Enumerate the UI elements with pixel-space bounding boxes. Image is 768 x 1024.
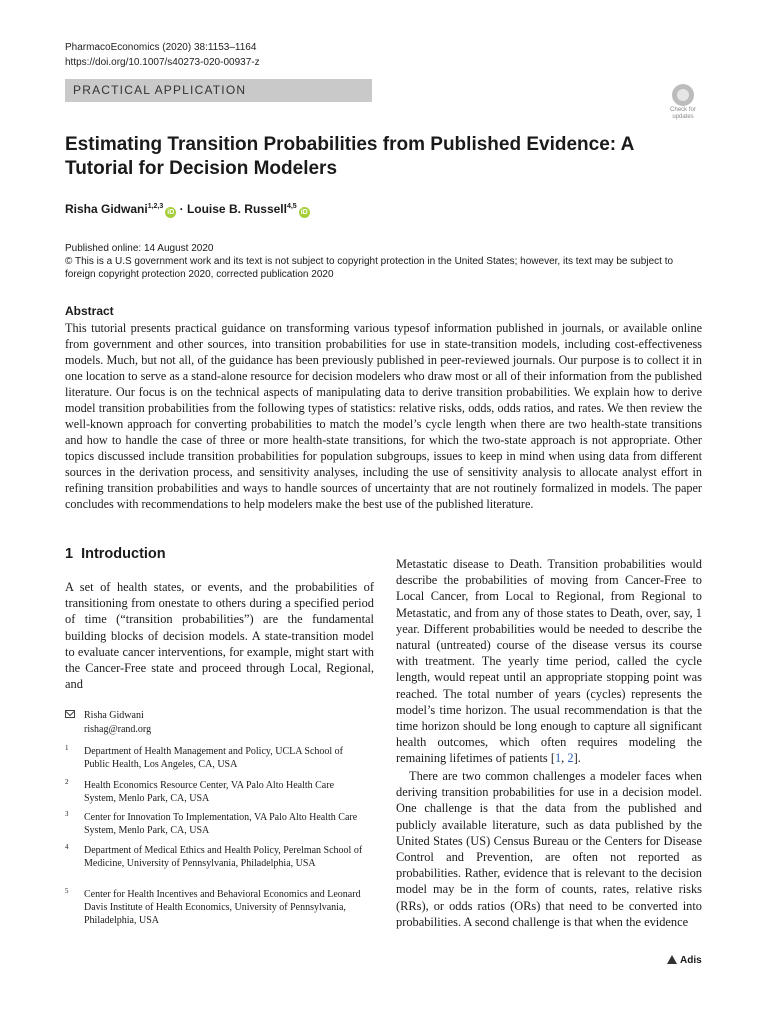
affiliation-number: 4 — [65, 843, 69, 851]
author-separator: · — [176, 202, 187, 216]
abstract-text: This tutorial presents practical guidance on transforming various typesof information published in journals, or available online from government and other sources, into transition probabilities for use in state-transition models, including cost-effectiveness models. Much, but not all, of the guidance has been previously published in peer-reviewed journals. Our purpose is to collect it in one location to serve as a stand-alone resource for decision modelers who draw most or all of their information from the published literature. Our focus is on the technical aspects of manipulating data to derive transition probabilities. We explain how to derive model transition probabilities from the following types of statistics: relative risks, odds, odds ratios, and rates. We then review the well-known approach for converting probabilities to match the model’s cycle length when there are two health-state transitions and how to handle the case of three or more health-state transitions, for which the two-state approach is not appropriate. Other topics discussed include transition probabilities for population subgroups, issues to keep in mind when using data from different sources in the derivation process, and sensitivity analyses, including the use of sensitivity analysis to allocate analyst effort in refining transition probabilities and ways to handle sources of uncertainty that are not routinely formalized in models. The paper concludes with recommendations to help modelers make the best use of the published literature. — [65, 321, 702, 511]
adis-triangle-icon — [667, 955, 677, 964]
publication-info — [65, 242, 705, 281]
affiliation-1 — [65, 745, 365, 771]
correspondence-name: Risha Gidwani — [84, 710, 144, 721]
section-heading-introduction — [65, 546, 166, 562]
affiliation-number: 5 — [65, 887, 69, 895]
check-updates-icon — [672, 84, 694, 106]
article-title: Estimating Transition Probabilities from Published Evidence: A Tutorial for Decision Modelers — [65, 134, 634, 179]
orcid-icon[interactable]: iD — [300, 209, 308, 216]
intro-paragraph-left: A set of health states, or events, and the probabilities of transitioning from onestate to others during a specified period of time (“transition probabilities”) are the fundamental building blocks of decision models. A state-transition model to evaluate cancer interventions, for example, might start with the Cancer-Free state and proceed through Local, Regional, and — [65, 580, 374, 692]
paragraph-text: Metastatic disease to Death. Transition probabilities would describe the probabilities of moving from Cancer-Free to Local Cancer, from Local to Regional, from Regional to Metastatic, and from any of those states to Death, over, say, 1 year. Different probabilities would be needed to describe the natural (untreated) course of the disease versus its course with treatment. The yearly time period, called the cycle length, would repeat until an appropriate stopping point was reached. The total number of years (cycles) represents the model’s time horizon. The usual recommendation is that the time horizon should be long enough to capture all significant health outcomes, which often requires modeling the remaining lifetimes of patients [ — [396, 557, 702, 766]
author-name[interactable]: Louise B. Russell — [186, 202, 287, 216]
affiliation-text: Center for Health Incentives and Behavioral Economics and Leonard Davis Institute of Health Economics, University of Pennsylvania, Philadelphia, USA — [84, 889, 361, 926]
affiliation-text: Center for Innovation To Implementation, VA Palo Alto Health Care System, Menlo Park, CA, USA — [84, 812, 358, 836]
affiliation-5 — [65, 888, 365, 927]
affiliation-2 — [65, 779, 365, 805]
abstract-heading: Abstract — [65, 304, 114, 318]
doi-link[interactable]: https://doi.org/10.1007/s40273-020-00937-z — [65, 57, 260, 68]
affiliation-text: Department of Health Management and Policy, UCLA School of Public Health, Los Angeles, CA, USA — [84, 746, 344, 770]
journal-reference: PharmacoEconomics (2020) 38:1153–1164 — [65, 42, 257, 53]
affiliation-number: 2 — [65, 778, 69, 786]
section-banner — [65, 79, 372, 102]
author-affiliation-marks: 1,2,3 — [147, 203, 164, 210]
affiliation-number: 3 — [65, 810, 69, 818]
published-date: Published online: 14 August 2020 — [65, 243, 214, 254]
affiliation-3 — [65, 811, 365, 837]
author-name[interactable]: Risha Gidwani — [65, 202, 148, 216]
check-for-updates-badge[interactable] — [664, 84, 702, 122]
section-banner-label: PRACTICAL APPLICATION — [73, 83, 247, 97]
citation-link[interactable]: 2 — [567, 751, 574, 766]
section-title: Introduction — [81, 546, 166, 562]
publisher-logo — [667, 955, 702, 966]
copyright-notice: © This is a U.S government work and its text is not subject to copyright protection in the United States; however, its text may be subject to foreign copyright protection 2020, corrected publication 2020 — [65, 256, 674, 280]
orcid-icon[interactable]: iD — [167, 209, 175, 216]
check-updates-line2: updates — [672, 114, 694, 120]
journal-citation — [65, 40, 260, 70]
affiliation-number: 1 — [65, 744, 69, 752]
envelope-icon — [65, 710, 75, 718]
affiliation-4 — [65, 844, 365, 870]
citation-link[interactable]: 1 — [554, 751, 562, 766]
paragraph-text-end: ]. — [573, 751, 581, 766]
check-updates-line1: Check for — [670, 107, 696, 113]
affiliation-text: Health Economics Resource Center, VA Palo Alto Health Care System, Menlo Park, CA, USA — [84, 780, 335, 804]
intro-paragraph-right-1 — [396, 556, 702, 767]
author-list — [65, 202, 310, 218]
intro-paragraph-right-2: There are two common challenges a modeler faces when deriving transition probabilities for use in a decision model. One challenge is that the data from the published and publicly available literature, such as data published by the United States (US) Census Bureau or the Centers for Disease Control and Prevention, are often not reported as probabilities. Rather, evidence that is relevant to the decision model may be in the form of counts, rates, relative risks (RRs), or odds ratios (ORs) that need to be converted into probabilities. A second challenge is that when the evidence — [396, 769, 702, 929]
section-number: 1 — [65, 546, 74, 562]
affiliation-text: Department of Medical Ethics and Health Policy, Perelman School of Medicine, University of Pennsylvania, Philadelphia, USA — [84, 845, 363, 869]
correspondence-email[interactable]: rishag@rand.org — [84, 724, 152, 735]
citation-separator: , — [561, 751, 568, 766]
author-affiliation-marks: 4,5 — [286, 203, 297, 210]
correspondence-block — [65, 709, 151, 737]
publisher-name: Adis — [680, 955, 702, 966]
